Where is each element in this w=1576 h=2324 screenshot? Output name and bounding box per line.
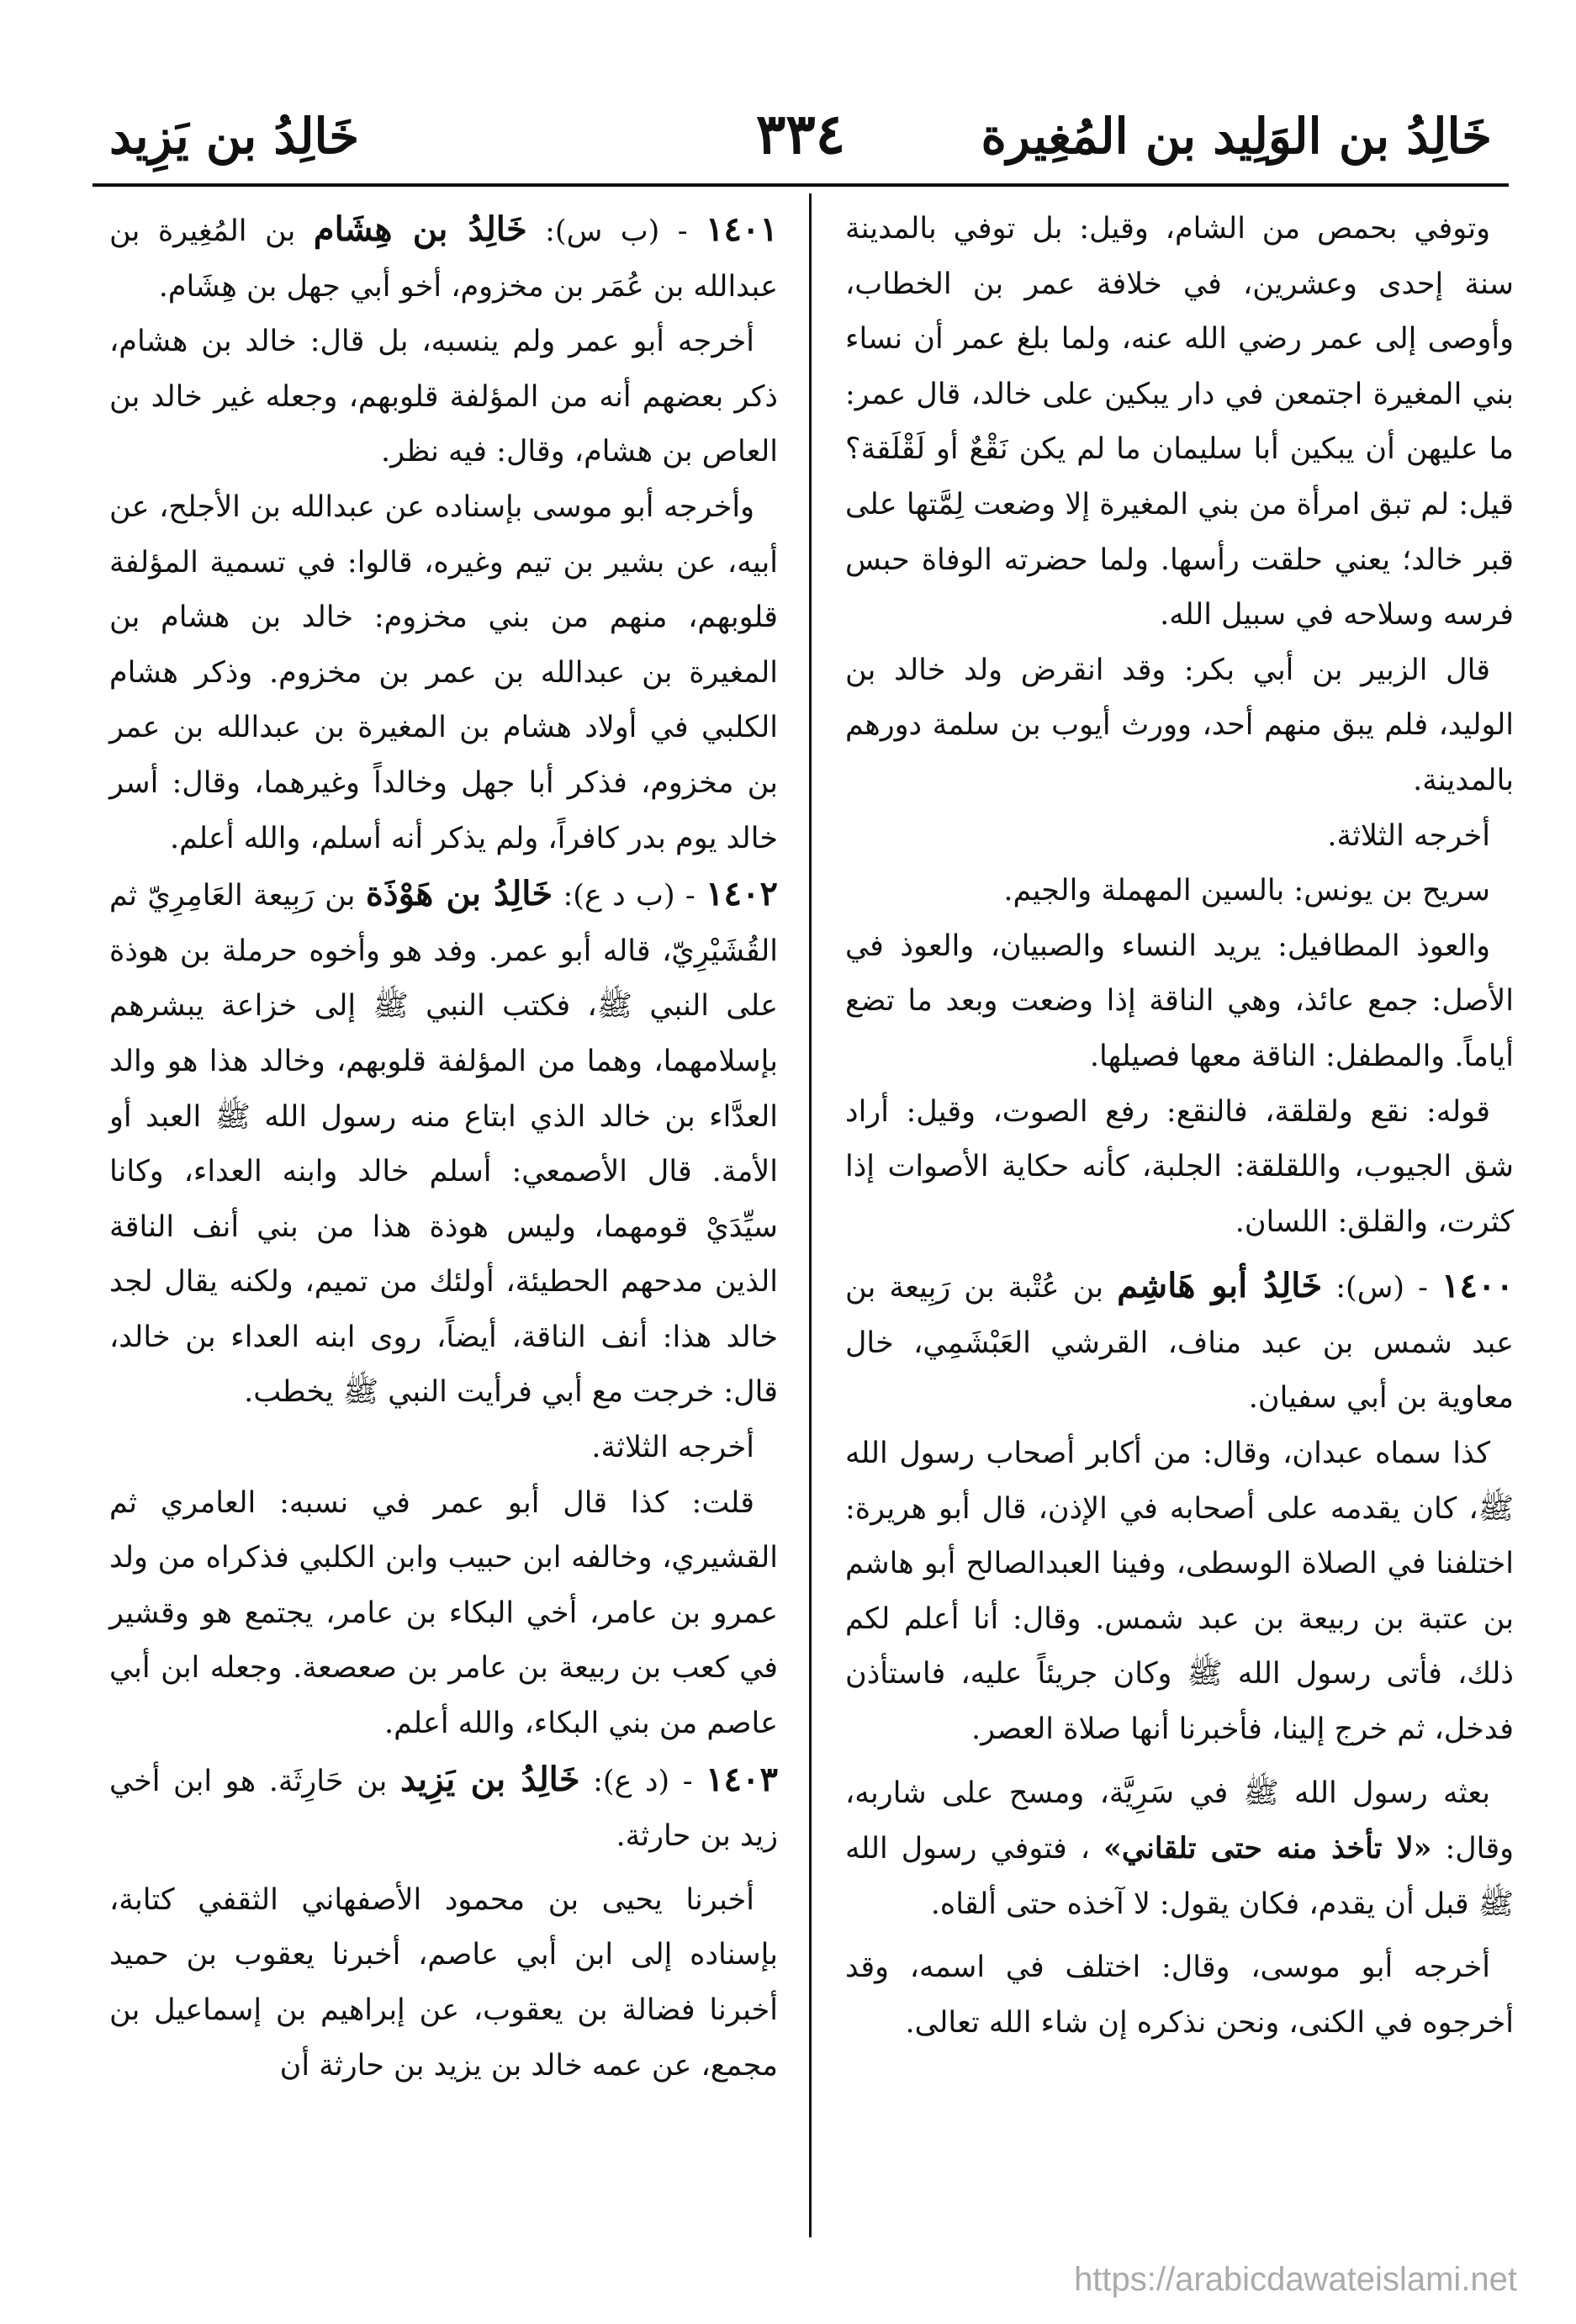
text-run: بعثه رسول الله ﷺ في سَرِيَّة، ومسح على شاربه، وقال: xyxy=(845,1776,1514,1866)
running-title-right: خَالِدُ بن الوَلِيد بن المُغِيرة xyxy=(981,108,1492,165)
entry-1401 xyxy=(109,202,778,315)
paragraph: وتوفي بحمص من الشام، وقيل: بل توفي بالمدينة سنة إحدى وعشرين، في خلافة عمر بن الخطاب، وأوصى إلى عمر رضي الله عنه، ولما بلغ عمر أن نساء بني المغيرة اجتمعن في دار يبكين على خالد، قال عمر: ما عليهن أن يبكين أبا سليمان ما لم يكن نَقْعٌ أو لَقْلَقة؟ قيل: لم تبق امرأة من بني المغيرة إلا وضعت لِمَّتها على قبر خالد؛ يعني حلقت رأسها. ولما حضرته الوفاة حبس فرسه وسلاحه في سبيل الله. xyxy=(845,212,1514,633)
column-divider xyxy=(809,193,812,2237)
paragraph: كذا سماه عبدان، وقال: من أكابر أصحاب رسول الله ﷺ، كان يقدمه على أصحابه في الإذن، قال أبو هريرة: اختلفنا في الصلاة الوسطى، وفينا العبدالصالح أبو هاشم بن عتبة بن ربيعة بن عبد شمس. وقال: أنا أعلم لكم ذلك، فأتى رسول الله ﷺ وكان جريئاً عليه، فاستأذن فدخل، ثم خرج إلينا، فأخبرنا أنها صلاة العصر. xyxy=(845,1437,1514,1747)
page-header xyxy=(93,101,1509,185)
entry-number: ١٤٠٠ xyxy=(1441,1266,1514,1306)
entry-lineage: بن رَبِيعة العَامِرِيّ ثم القُشَيْرِيّ، قاله أبو عمر. وفد هو وأخوه حرملة بن هوذة على النبي ﷺ، فكتب النبي ﷺ إلى خزاعة يبشرهم بإسلامهما، وهما من المؤلفة قلوبهم، وخالد هذا هو والد العدَّاء بن خالد الذي ابتاع منه رسول الله ﷺ العبد أو الأمة. قال الأصمعي: أسلم خالد وابنه العداء، وكانا سيِّدَيْ قومهما، وليس هوذة هذا من بني أنف الناقة الذين مدحهم الحطيئة، أولئك من تميم، ولكنه يقال لجد خالد هذا: أنف الناقة، أيضاً، روى ابنه العداء بن خالد، قال: خرجت مع أبي فرأيت النبي ﷺ يخطب. xyxy=(109,879,778,1410)
hadith-quote: «لا تأخذ منه حتى تلقاني» xyxy=(1103,1831,1432,1866)
entry-number: ١٤٠٢ xyxy=(706,874,778,914)
entry-lineage: بن حَارِثَة. هو ابن أخي زيد بن حارثة. xyxy=(109,1764,778,1854)
paragraph: أخرجه أبو عمر ولم ينسبه، بل قال: خالد بن هشام، ذكر بعضهم أنه من المؤلفة قلوبهم، وجعله غير خالد بن العاص بن هشام، وقال: فيه نظر. xyxy=(109,325,778,469)
entry-lineage: بن عُتْبة بن رَبِيعة بن عبد شمس بن عبد مناف، القرشي العَبْشَمِي، خال معاوية بن أبي سفيان. xyxy=(845,1271,1514,1416)
entry-1400 xyxy=(845,1258,1514,1427)
right-column xyxy=(845,202,1514,2051)
left-column xyxy=(109,202,778,2094)
paragraph: أخرجه الثلاثة. xyxy=(591,1431,754,1465)
paragraph: سريح بن يونس: بالسين المهملة والجيم. xyxy=(1003,874,1490,908)
entry-name: خَالِدُ بن يَزِيد xyxy=(399,1759,580,1799)
paragraph: قال الزبير بن أبي بكر: وقد انقرض ولد خالد بن الوليد، فلم يبق منهم أحد، وورث أيوب بن سلمة دورهم بالمدينة. xyxy=(845,653,1514,797)
paragraph: أخبرنا يحيى بن محمود الأصفهاني الثقفي كتابة، بإسناده إلى ابن أبي عاصم، أخبرنا يعقوب بن حميد أخبرنا فضالة بن يعقوب، عن إبراهيم بن إسماعيل بن مجمع، عن عمه خالد بن يزيد بن حارثة أن xyxy=(109,1882,778,2083)
running-title-left: خَالِدُ بن يَزِيد xyxy=(109,108,360,165)
entry-number: ١٤٠١ xyxy=(706,209,778,249)
entry-name: خَالِدُ أبو هَاشِم xyxy=(1117,1266,1323,1306)
paragraph: أخرجه الثلاثة. xyxy=(1327,818,1490,853)
entry-1403 xyxy=(109,1752,778,1865)
watermark-url: https://arabicdawateislami.net xyxy=(1074,2261,1517,2298)
page-number: ٣٣٤ xyxy=(755,101,846,167)
paragraph: والعوذ المطافيل: يريد النساء والصبيان، والعوذ في الأصل: جمع عائذ، وهي الناقة إذا وضعت وبعد ما تضع أياماً. والمطفل: الناقة معها فصيلها. xyxy=(845,929,1514,1073)
entry-number: ١٤٠٣ xyxy=(706,1759,778,1799)
entry-lineage: بن المُغِيرة بن عبدالله بن عُمَر بن مخزوم، أخو أبي جهل بن هِشَام. xyxy=(109,214,778,304)
text-run: ، فتوفي رسول الله ﷺ قبل أن يقدم، فكان يقول: لا آخذه حتى ألقاه. xyxy=(845,1832,1514,1921)
entry-name: خَالِدُ بن هَوْذَة xyxy=(365,874,553,914)
entry-code: - (ب س): xyxy=(545,214,688,248)
paragraph: وأخرجه أبو موسى بإسناده عن عبدالله بن الأجلح، عن أبيه، عن بشير بن تيم وغيره، قالوا: في تسمية المؤلفة قلوبهم، منهم من بني مخزوم: خالد بن هشام بن المغيرة بن عبدالله بن عمر بن مخزوم. وذكر هشام الكلبي في أولاد هشام بن المغيرة بن عبدالله بن عمر بن مخزوم، فذكر أبا جهل وخالداً وغيرهما، وقال: أسر خالد يوم بدر كافراً، ولم يذكر أنه أسلم، والله أعلم. xyxy=(109,490,778,855)
entry-1402 xyxy=(109,866,778,1421)
paragraph: أخرجه أبو موسى، وقال: اختلف في اسمه، وقد أخرجوه في الكنى، ونحن نذكره إن شاء الله تعالى. xyxy=(845,1951,1514,2040)
paragraph: قلت: كذا قال أبو عمر في نسبه: العامري ثم القشيري، وخالفه ابن حبيب وابن الكلبي فذكراه من ولد عمرو بن عامر، أخي البكاء بن عامر، يجتمع هو وقشير في كعب بن ربيعة بن عامر بن صعصعة. وجعله ابن أبي عاصم من بني البكاء، والله أعلم. xyxy=(109,1485,778,1741)
entry-code: - (د ع): xyxy=(593,1764,693,1798)
entry-name: خَالِدُ بن هِشَام xyxy=(313,209,527,249)
entry-code: - (ب د ع): xyxy=(563,879,695,913)
entry-code: - (س): xyxy=(1335,1271,1428,1305)
paragraph: قوله: نقع ولقلقة، فالنقع: رفع الصوت، وقيل: أراد شق الجيوب، واللقلقة: الجلبة، كأنه حكاية الأصوات إذا كثرت، والقلق: اللسان. xyxy=(845,1094,1514,1239)
paragraph xyxy=(845,1766,1514,1933)
header-rule xyxy=(93,183,1509,187)
